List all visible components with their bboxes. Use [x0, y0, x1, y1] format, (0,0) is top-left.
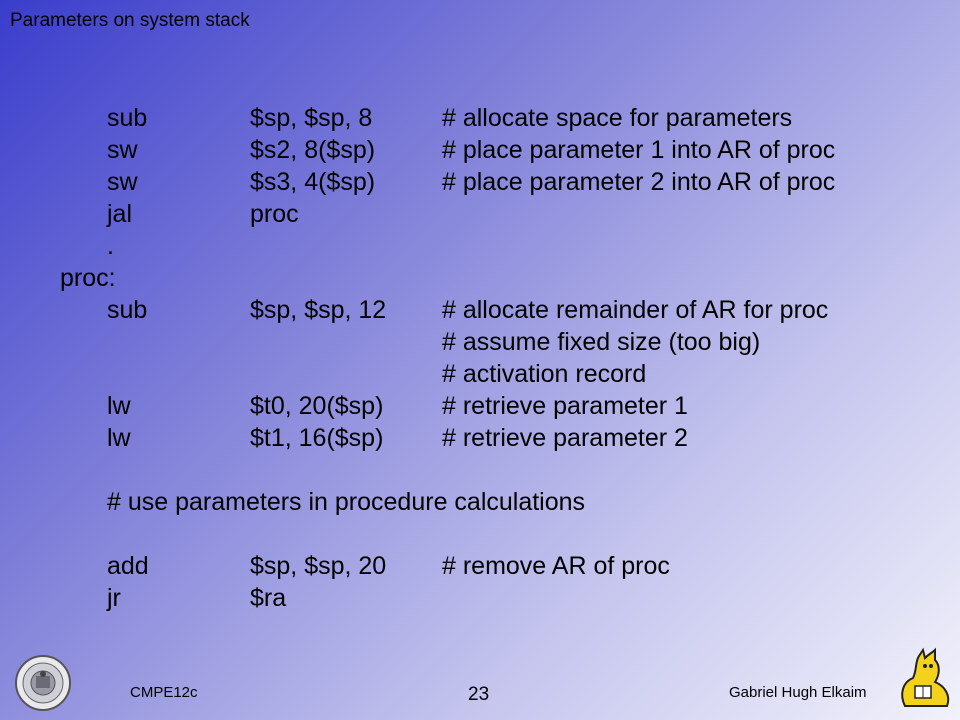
comment: # retrieve parameter 1 [442, 392, 688, 420]
uc-seal-icon [14, 654, 72, 712]
comment: # place parameter 1 into AR of proc [442, 136, 836, 164]
operands: $t1, 16($sp) [250, 424, 384, 452]
opcode: sw [107, 136, 138, 164]
page-number: 23 [468, 684, 490, 705]
opcode: sw [107, 168, 138, 196]
proc-label: proc: [60, 264, 116, 292]
opcode: lw [107, 424, 131, 452]
use-comment: # use parameters in procedure calculations [107, 488, 586, 516]
operands: $sp, $sp, 12 [250, 296, 387, 324]
operands: $s2, 8($sp) [250, 136, 376, 164]
comment: # retrieve parameter 2 [442, 424, 688, 452]
operands: $ra [250, 584, 287, 612]
comment: # place parameter 2 into AR of proc [442, 168, 836, 196]
author-label: Gabriel Hugh Elkaim [729, 684, 867, 701]
ellipsis-dot: . [107, 232, 114, 260]
opcode: lw [107, 392, 131, 420]
slide-title: Parameters on system stack [10, 10, 250, 31]
opcode: jal [107, 200, 133, 228]
opcode: sub [107, 104, 148, 132]
comment: # remove AR of proc [442, 552, 670, 580]
comment: # allocate space for parameters [442, 104, 793, 132]
operands: $sp, $sp, 20 [250, 552, 387, 580]
comment: # assume fixed size (too big) [442, 328, 761, 356]
opcode: jr [107, 584, 121, 612]
operands: $t0, 20($sp) [250, 392, 384, 420]
operands: $s3, 4($sp) [250, 168, 376, 196]
opcode: add [107, 552, 149, 580]
comment: # allocate remainder of AR for proc [442, 296, 829, 324]
comment: # activation record [442, 360, 647, 388]
course-label: CMPE12c [130, 684, 198, 701]
operands: $sp, $sp, 8 [250, 104, 373, 132]
banana-slug-mascot-icon [895, 646, 955, 714]
operands: proc [250, 200, 299, 228]
opcode: sub [107, 296, 148, 324]
